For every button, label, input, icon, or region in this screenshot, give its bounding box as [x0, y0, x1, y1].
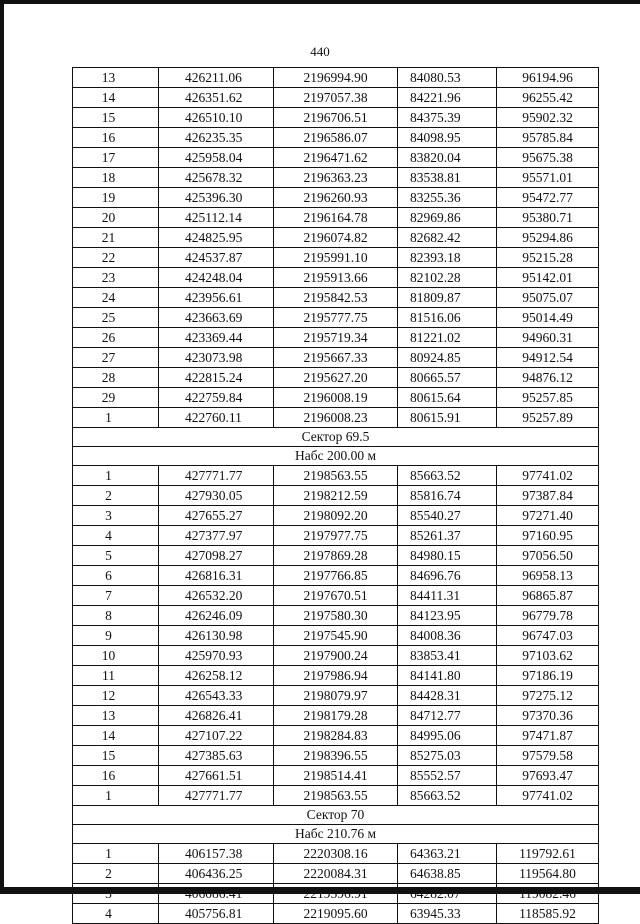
table-row: [73, 148, 599, 168]
coord-x: 424825.95: [159, 228, 274, 248]
table-row: [73, 168, 599, 188]
point-number: 3: [73, 506, 159, 526]
coord-y: 2196471.62: [274, 148, 398, 168]
coord-v: 118585.92: [497, 904, 599, 924]
point-number: 6: [73, 566, 159, 586]
coord-y: 2197869.28: [274, 546, 398, 566]
coord-x: 426816.31: [159, 566, 274, 586]
coordinates-table: [72, 67, 599, 924]
coord-y: 2198179.28: [274, 706, 398, 726]
coord-x: 422759.84: [159, 388, 274, 408]
coord-x: 425970.93: [159, 646, 274, 666]
coord-v: 95380.71: [497, 208, 599, 228]
point-number: 4: [73, 526, 159, 546]
coord-v: 97471.87: [497, 726, 599, 746]
coord-u: 82393.18: [398, 248, 497, 268]
coord-v: 97160.95: [497, 526, 599, 546]
point-number: 21: [73, 228, 159, 248]
table-row: [73, 248, 599, 268]
point-number: 1: [73, 786, 159, 806]
coord-v: 96255.42: [497, 88, 599, 108]
coord-v: 97693.47: [497, 766, 599, 786]
point-number: 9: [73, 626, 159, 646]
coord-u: 84141.80: [398, 666, 497, 686]
table-row: [73, 268, 599, 288]
coord-x: 426826.41: [159, 706, 274, 726]
coord-y: 2197670.51: [274, 586, 398, 606]
coord-u: 84375.39: [398, 108, 497, 128]
coord-v: 96865.87: [497, 586, 599, 606]
page-number: 440: [310, 44, 330, 59]
table-row: [73, 328, 599, 348]
coord-u: 84098.95: [398, 128, 497, 148]
coord-u: 80615.64: [398, 388, 497, 408]
coord-y: 2195627.20: [274, 368, 398, 388]
sector-title-row: [73, 806, 599, 825]
point-number: 26: [73, 328, 159, 348]
point-number: 15: [73, 746, 159, 766]
coord-v: 97579.58: [497, 746, 599, 766]
coord-u: 81516.06: [398, 308, 497, 328]
coord-y: 2196363.23: [274, 168, 398, 188]
coord-y: 2220084.31: [274, 864, 398, 884]
table-row: [73, 546, 599, 566]
table-row: [73, 726, 599, 746]
coord-y: 2195777.75: [274, 308, 398, 328]
coord-x: 426235.35: [159, 128, 274, 148]
coord-y: 2195719.34: [274, 328, 398, 348]
sector-height-param: Набс 210.76 м: [73, 825, 599, 844]
point-number: 1: [73, 408, 159, 428]
coord-v: 95257.85: [497, 388, 599, 408]
sector-height-param: Набс 200.00 м: [73, 447, 599, 466]
coord-x: 427930.05: [159, 486, 274, 506]
coord-x: 423073.98: [159, 348, 274, 368]
sector-param-row: [73, 825, 599, 844]
table-row: [73, 786, 599, 806]
point-number: 25: [73, 308, 159, 328]
coord-x: 427655.27: [159, 506, 274, 526]
point-number: 7: [73, 586, 159, 606]
table-row: [73, 646, 599, 666]
table-row: [73, 308, 599, 328]
coord-v: 119082.46: [497, 884, 599, 904]
coord-x: 426532.20: [159, 586, 274, 606]
coord-v: 95014.49: [497, 308, 599, 328]
point-number: 17: [73, 148, 159, 168]
coord-x: 424537.87: [159, 248, 274, 268]
table-row: [73, 666, 599, 686]
coord-u: 84123.95: [398, 606, 497, 626]
scan-border-left: [0, 0, 4, 894]
coord-u: 82969.86: [398, 208, 497, 228]
coord-y: 2196008.19: [274, 388, 398, 408]
coord-x: 426351.62: [159, 88, 274, 108]
table-row: [73, 606, 599, 626]
coord-y: 2198092.20: [274, 506, 398, 526]
coord-x: 425678.32: [159, 168, 274, 188]
coord-x: 423956.61: [159, 288, 274, 308]
coord-y: 2196706.51: [274, 108, 398, 128]
coord-u: 85663.52: [398, 786, 497, 806]
table-row: [73, 68, 599, 88]
table-row: [73, 228, 599, 248]
coord-u: 84008.36: [398, 626, 497, 646]
coord-x: 422760.11: [159, 408, 274, 428]
coord-x: 427771.77: [159, 466, 274, 486]
coord-u: 80665.57: [398, 368, 497, 388]
table-row: [73, 348, 599, 368]
point-number: 1: [73, 466, 159, 486]
coord-y: 2198284.83: [274, 726, 398, 746]
table-row: [73, 288, 599, 308]
coord-v: 94912.54: [497, 348, 599, 368]
point-number: 20: [73, 208, 159, 228]
coord-y: 2195991.10: [274, 248, 398, 268]
table-row: [73, 766, 599, 786]
coord-x: 427107.22: [159, 726, 274, 746]
point-number: 2: [73, 486, 159, 506]
point-number: 29: [73, 388, 159, 408]
coord-u: 63945.33: [398, 904, 497, 924]
coord-u: 84428.31: [398, 686, 497, 706]
table-row: [73, 526, 599, 546]
coord-u: 80615.91: [398, 408, 497, 428]
coord-x: 426510.10: [159, 108, 274, 128]
coord-u: 81809.87: [398, 288, 497, 308]
coord-u: 84080.53: [398, 68, 497, 88]
coord-x: 425396.30: [159, 188, 274, 208]
coord-u: 85540.27: [398, 506, 497, 526]
coord-v: 95902.32: [497, 108, 599, 128]
point-number: 14: [73, 726, 159, 746]
table-row: [73, 904, 599, 924]
point-number: 27: [73, 348, 159, 368]
table-row: [73, 128, 599, 148]
coord-v: 97387.84: [497, 486, 599, 506]
coord-u: 83820.04: [398, 148, 497, 168]
table-row: [73, 746, 599, 766]
coord-u: 85275.03: [398, 746, 497, 766]
coord-y: 2196008.23: [274, 408, 398, 428]
coord-y: 2197766.85: [274, 566, 398, 586]
coord-u: 81221.02: [398, 328, 497, 348]
coord-y: 2195667.33: [274, 348, 398, 368]
coord-y: 2196260.93: [274, 188, 398, 208]
coord-u: 64638.85: [398, 864, 497, 884]
sector-title: Сектор 69.5: [73, 428, 599, 447]
table-row: [73, 486, 599, 506]
table-row: [73, 566, 599, 586]
coord-y: 2220308.16: [274, 844, 398, 864]
coord-x: 425112.14: [159, 208, 274, 228]
coord-y: 2196074.82: [274, 228, 398, 248]
coord-u: 64282.07: [398, 884, 497, 904]
coord-x: 425958.04: [159, 148, 274, 168]
coordinates-table-wrapper: [72, 67, 598, 924]
point-number: 2: [73, 864, 159, 884]
point-number: 28: [73, 368, 159, 388]
coord-u: 84221.96: [398, 88, 497, 108]
table-row: [73, 388, 599, 408]
coord-u: 85261.37: [398, 526, 497, 546]
point-number: 11: [73, 666, 159, 686]
coord-y: 2197986.94: [274, 666, 398, 686]
table-row: [73, 626, 599, 646]
coord-y: 2198396.55: [274, 746, 398, 766]
coord-x: 426211.06: [159, 68, 274, 88]
table-row: [73, 108, 599, 128]
coord-v: 95472.77: [497, 188, 599, 208]
coord-v: 95075.07: [497, 288, 599, 308]
coord-v: 96779.78: [497, 606, 599, 626]
coord-u: 84980.15: [398, 546, 497, 566]
coord-x: 427377.97: [159, 526, 274, 546]
coord-v: 119564.80: [497, 864, 599, 884]
coord-u: 85816.74: [398, 486, 497, 506]
coord-u: 80924.85: [398, 348, 497, 368]
coord-u: 83853.41: [398, 646, 497, 666]
coord-v: 119792.61: [497, 844, 599, 864]
coord-x: 427771.77: [159, 786, 274, 806]
coord-v: 95294.86: [497, 228, 599, 248]
coord-x: 426246.09: [159, 606, 274, 626]
sector-title-row: [73, 428, 599, 447]
coord-v: 95257.89: [497, 408, 599, 428]
coord-y: 2197580.30: [274, 606, 398, 626]
coord-u: 84696.76: [398, 566, 497, 586]
table-row: [73, 368, 599, 388]
coord-v: 97370.36: [497, 706, 599, 726]
coord-u: 83255.36: [398, 188, 497, 208]
coord-v: 95571.01: [497, 168, 599, 188]
table-row: [73, 466, 599, 486]
table-row: [73, 706, 599, 726]
coord-u: 83538.81: [398, 168, 497, 188]
coord-u: 82682.42: [398, 228, 497, 248]
coord-v: 95142.01: [497, 268, 599, 288]
coord-y: 2196586.07: [274, 128, 398, 148]
sector-title: Сектор 70: [73, 806, 599, 825]
coord-u: 84712.77: [398, 706, 497, 726]
point-number: 3: [73, 884, 159, 904]
table-row: [73, 208, 599, 228]
coord-v: 97103.62: [497, 646, 599, 666]
coord-u: 84995.06: [398, 726, 497, 746]
point-number: 13: [73, 706, 159, 726]
point-number: 12: [73, 686, 159, 706]
point-number: 16: [73, 128, 159, 148]
coord-v: 97275.12: [497, 686, 599, 706]
coord-y: 2197545.90: [274, 626, 398, 646]
coord-v: 96747.03: [497, 626, 599, 646]
coord-y: 2196164.78: [274, 208, 398, 228]
coord-y: 2197900.24: [274, 646, 398, 666]
point-number: 18: [73, 168, 159, 188]
coord-x: 405756.81: [159, 904, 274, 924]
coord-v: 96194.96: [497, 68, 599, 88]
coord-u: 85552.57: [398, 766, 497, 786]
coord-x: 423369.44: [159, 328, 274, 348]
point-number: 24: [73, 288, 159, 308]
coord-v: 95785.84: [497, 128, 599, 148]
sector-param-row: [73, 447, 599, 466]
coord-y: 2197977.75: [274, 526, 398, 546]
coord-x: 406157.38: [159, 844, 274, 864]
coord-x: 422815.24: [159, 368, 274, 388]
coord-y: 2197057.38: [274, 88, 398, 108]
point-number: 1: [73, 844, 159, 864]
scan-border-top: [0, 0, 640, 4]
point-number: 14: [73, 88, 159, 108]
point-number: 16: [73, 766, 159, 786]
coord-v: 94960.31: [497, 328, 599, 348]
coord-x: 423663.69: [159, 308, 274, 328]
coord-y: 2198563.55: [274, 466, 398, 486]
coord-v: 95675.38: [497, 148, 599, 168]
coord-y: 2198212.59: [274, 486, 398, 506]
coord-v: 97271.40: [497, 506, 599, 526]
coord-u: 82102.28: [398, 268, 497, 288]
coord-y: 2195913.66: [274, 268, 398, 288]
table-row: [73, 188, 599, 208]
point-number: 19: [73, 188, 159, 208]
coord-v: 97186.19: [497, 666, 599, 686]
coord-x: 426258.12: [159, 666, 274, 686]
coord-v: 97741.02: [497, 786, 599, 806]
coord-u: 84411.31: [398, 586, 497, 606]
coord-x: 426543.33: [159, 686, 274, 706]
coord-v: 97741.02: [497, 466, 599, 486]
coord-x: 424248.04: [159, 268, 274, 288]
coord-u: 85663.52: [398, 466, 497, 486]
point-number: 8: [73, 606, 159, 626]
coord-y: 2219095.60: [274, 904, 398, 924]
point-number: 5: [73, 546, 159, 566]
coord-x: 427098.27: [159, 546, 274, 566]
table-row: [73, 586, 599, 606]
coord-u: 64363.21: [398, 844, 497, 864]
coord-x: 406436.25: [159, 864, 274, 884]
table-row: [73, 864, 599, 884]
coord-y: 2196994.90: [274, 68, 398, 88]
coord-v: 94876.12: [497, 368, 599, 388]
point-number: 10: [73, 646, 159, 666]
coord-v: 96958.13: [497, 566, 599, 586]
coord-y: 2198079.97: [274, 686, 398, 706]
point-number: 4: [73, 904, 159, 924]
coord-y: 2219596.91: [274, 884, 398, 904]
table-row: [73, 844, 599, 864]
point-number: 23: [73, 268, 159, 288]
point-number: 22: [73, 248, 159, 268]
coord-x: 427661.51: [159, 766, 274, 786]
coord-y: 2198563.55: [274, 786, 398, 806]
coord-y: 2195842.53: [274, 288, 398, 308]
table-row: [73, 686, 599, 706]
table-row: [73, 506, 599, 526]
point-number: 15: [73, 108, 159, 128]
coord-x: 406086.41: [159, 884, 274, 904]
table-row: [73, 88, 599, 108]
table-row: [73, 408, 599, 428]
coord-y: 2198514.41: [274, 766, 398, 786]
coord-v: 97056.50: [497, 546, 599, 566]
coord-x: 426130.98: [159, 626, 274, 646]
point-number: 13: [73, 68, 159, 88]
coord-x: 427385.63: [159, 746, 274, 766]
coord-v: 95215.28: [497, 248, 599, 268]
